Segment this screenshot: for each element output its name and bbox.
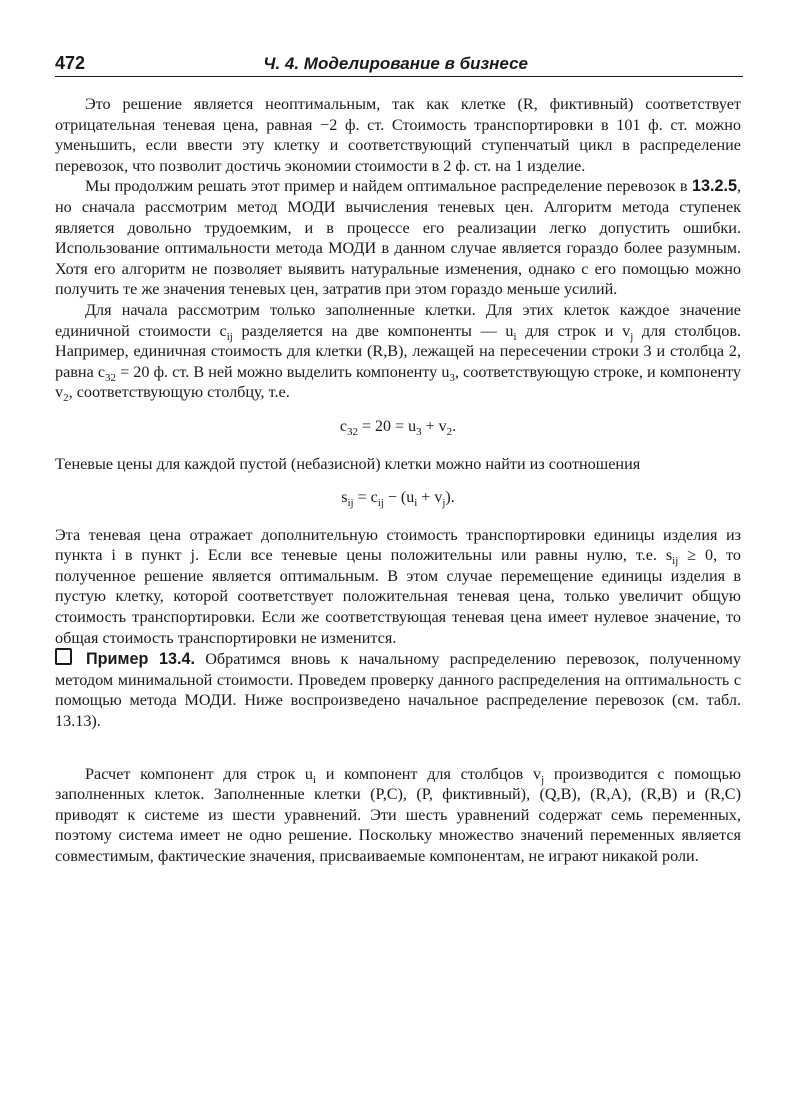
subscript-2: 2 [63, 392, 69, 405]
formula-1-v-sub: 2 [446, 426, 453, 439]
paragraph-3-text-e: = 20 ф. ст. В ней можно выделить компоненту u [116, 362, 450, 381]
formula-2-u-sub: i [414, 497, 418, 510]
formula-2-end: ). [445, 489, 455, 507]
formula-1-c: c [339, 417, 348, 435]
paragraph-5-text-b: ≥ 0, то полученное решение является оптимальным. В этом случае перемещение единицы изделия в пустую клетку, которой соответствует положительная теневая цена, только увеличит общую стоимость транспортировки. Если же соответствующая теневая цена имеет нулевое значение, то общая стоимость транспортировки не изменится. [55, 546, 741, 647]
formula-2-mid: − (u [383, 489, 415, 507]
paragraph-2-text-b: , но сначала рассмотрим метод МОДИ вычисления теневых цен. Алгоритм метода ступенек является довольно трудоемким, и в процессе его реализации легко допустить ошибки. Использование оптимальности метода МОДИ в данном случае является гораздо более разумным. Хотя его алгоритм не позволяет выявить натуральные изменения, однако с его помощью можно получить те же значения теневых цен, затратив при этом гораздо меньше усилий. [55, 177, 741, 299]
paragraph-3 [55, 300, 741, 403]
paragraph-1: Это решение является неоптимальным, так как клетке (R, фиктивный) соответствует отрицательная теневая цена, равная −2 ф. ст. Стоимость транспортировки в 101 ф. ст. можно уменьшить, если ввести эту клетку и соответствующий ступенчатый цикл в распределение перевозок, что позволит достичь экономии стоимости в 2 ф. ст. на 1 изделие. [55, 95, 741, 175]
example-box-icon [55, 648, 72, 665]
page-header [55, 52, 743, 77]
formula-2-s: s [341, 489, 348, 507]
subscript-i: i [513, 330, 517, 343]
subscript-j-2: j [541, 773, 545, 786]
paragraph-3-text-c: для строк и v [516, 321, 631, 340]
paragraph-3-text-b: разделяется на две компоненты — u [232, 321, 514, 340]
formula-2-plus: + v [417, 489, 443, 507]
section-reference: 13.2.5 [691, 177, 737, 196]
formula-shadow-price [55, 488, 741, 509]
subscript-32: 32 [105, 371, 117, 384]
subscript-3: 3 [449, 371, 455, 384]
formula-1-end: . [452, 417, 457, 435]
formula-cost-decomposition [55, 417, 741, 438]
paragraph-3-text-g: , соответствующую столбцу, т.е. [68, 383, 290, 402]
paragraph-5-text-a: Эта теневая цена отражает дополнительную стоимость транспортировки единицы изделия из пункта i в пункт j. Если все теневые цены положительны или равны нулю, т.е. s [55, 525, 741, 565]
formula-1-u-sub: 3 [416, 426, 422, 439]
paragraph-6-text-a: Расчет компонент для строк u [85, 764, 313, 783]
formula-2-c-sub: ij [377, 497, 384, 510]
example-paragraph [55, 648, 741, 731]
paragraph-3-text-d: для столбцов. Например, единичная стоимость для клетки (R,B), лежащей на пересечении строки 3 и столбца 2, равна c [55, 321, 742, 381]
subscript-j: j [630, 330, 634, 343]
spacer [55, 732, 741, 764]
paragraph-6 [55, 764, 741, 867]
subscript-i-2: i [312, 773, 317, 786]
formula-2-v-sub: j [442, 497, 446, 510]
subscript-ij-2: ij [672, 555, 679, 568]
paragraph-5 [55, 525, 741, 649]
formula-1-c-sub: 32 [347, 426, 359, 439]
example-label: Пример 13.4. [86, 650, 196, 669]
formula-1-plus: + v [421, 417, 447, 435]
running-title: Ч. 4. Моделирование в бизнесе [263, 54, 528, 73]
formula-2-eq: = c [353, 489, 378, 507]
paragraph-6-text-b: и компонент для столбцов v [316, 764, 542, 783]
formula-1-eq: = 20 = u [358, 417, 417, 435]
example-text: Обратимся вновь к начальному распределению перевозок, полученному методом минимальной стоимости. Проведем проверку данного распределения на оптимальность с помощью метода МОДИ. Ниже воспроизведено начальное распределение перевозок (см. табл. 13.13). [55, 650, 741, 731]
paragraph-2-text-a: Мы продолжим решать этот пример и найдем оптимальное распределение перевозок в [85, 177, 692, 196]
paragraph-4: Теневые цены для каждой пустой (небазисной) клетки можно найти из соотношения [55, 454, 641, 473]
page-body [55, 94, 741, 867]
formula-2-s-sub: ij [347, 497, 354, 510]
paragraph-6-text-c: производится с помощью заполненных клеток. Заполненные клетки (P,C), (P, фиктивный), (Q,B), (R,A), (R,B) и (R,C) приводят к системе из шести уравнений. Эти шесть уравнений содержат семь переменных, поэтому система имеет не одно решение. Поскольку множество значений переменных является совместимым, фактические значения, присваиваемые компонентам, не играют никакой роли. [55, 764, 741, 865]
paragraph-2 [55, 176, 741, 300]
subscript-ij: ij [226, 330, 233, 343]
page-number: 472 [55, 53, 86, 73]
paragraph-3-text-a: Для начала рассмотрим только заполненные клетки. Для этих клеток каждое значение единичной стоимости c [55, 300, 741, 340]
paragraph-3-text-f: , соответствующую строке, и компоненту v [55, 362, 741, 402]
